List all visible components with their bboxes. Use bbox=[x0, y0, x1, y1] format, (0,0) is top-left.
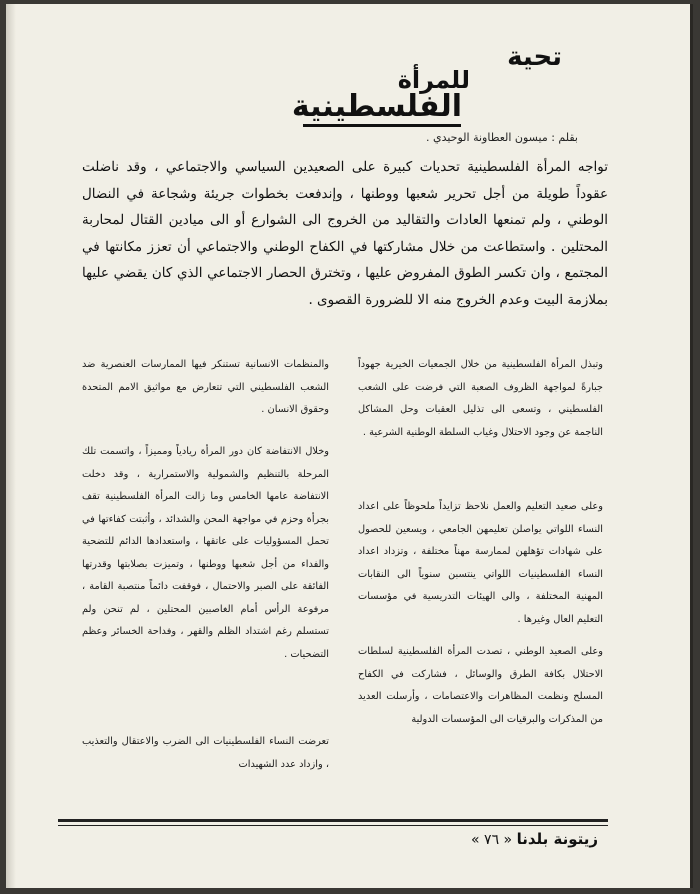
article-title-line-1: تحية bbox=[507, 42, 562, 72]
article-title-line-2: للمرأة bbox=[397, 66, 470, 94]
paragraph: وخلال الانتفاضة كان دور المرأة ريادياً ومميزاً ، واتسمت تلك المرحلة بالتنظيم والشمولية والاستمرارية ، وقد دخلت الانتفاضة عامها الخامس وما زالت المرأة الفلسطينية تقف بجرأة وحزم في مواجهة المحن والشدائد ، وأثبتت كفاءتها في تحمل المسؤوليات على عاتقها ، واستعدادها الدائم للتضحية والفداء من أجل شعبها ووطنها ، وتميزت بصلابتها وقدرتها الفائقة على الصبر والاحتمال ، فوقفت دائماً منتصبة القامة ، مرفوعة الرأس أمام الغاصبين المحتلين ، لم تنحن ولم تستسلم رغم اشتداد الظلم والقهر ، وفداحة الخسائر وعظم التضحيات . bbox=[82, 446, 329, 660]
paragraph: وعلى الصعيد الوطني ، تصدت المرأة الفلسطينية لسلطات الاحتلال بكافة الطرق والوسائل ، فشاركت في الكفاح المسلح ونظمت المظاهرات والاعتصامات ، وأرسلت العديد من المذكرات والبرقيات الى المؤسسات الدولية bbox=[358, 646, 603, 725]
paragraph: وتبذل المرأة الفلسطينية من خلال الجمعيات الخيرية جهوداً جبارةً لمواجهة الظروف الصعبة التي فرضت على الشعب الفلسطيني ، وتسعى الى تذليل العقبات وحل المشاكل الناجمة عن وجود الاحتلال وغياب السلطة الوطنية الشرعية . bbox=[358, 359, 603, 438]
page-footer bbox=[471, 830, 598, 848]
footer-rule bbox=[58, 819, 608, 822]
magazine-page bbox=[6, 4, 693, 888]
magazine-name: زيتونة بلدنا bbox=[516, 830, 598, 848]
paragraph: تعرضت النساء الفلسطينيات الى الضرب والاعتقال والتعذيب ، وازداد عدد الشهيدات bbox=[82, 736, 329, 770]
article-title-line-3: الفلسطينية bbox=[291, 89, 462, 124]
page-number: « ٧٦ » bbox=[471, 832, 513, 848]
author-byline: بقلم : ميسون العطاونة الوحيدي . bbox=[425, 131, 578, 144]
title-underline bbox=[303, 124, 461, 127]
paragraph: وعلى صعيد التعليم والعمل نلاحظ تزايداً ملحوظاً على اعداد النساء اللواتي يواصلن تعليمهن الجامعي ، ويسعين للحصول على شهادات تؤهلهن لممارسة مهناً مختلفة ، وتزداد اعداد النساء الفلسطينيات اللواتي ينتسبن سنوياً الى النقابات المهنية المختلفة ، والى الهيئات التدريسية في مؤسسات التعليم العال وغيرها . bbox=[358, 501, 603, 625]
footer-rule-thin bbox=[58, 825, 608, 826]
paragraph: والمنظمات الانسانية تستنكر فيها الممارسات العنصرية ضد الشعب الفلسطيني التي تتعارض مع مواثيق الامم المتحدة وحقوق الانسان . bbox=[82, 359, 329, 415]
intro-paragraph: تواجه المرأة الفلسطينية تحديات كبيرة على الصعيدين السياسي والاجتماعي ، وقد ناضلت عقوداً طويلة من أجل تحرير شعبها ووطنها ، وإندفعت بخطوات جريئة وشجاعة في النضال الوطني ، ولم تمنعها العادات والتقاليد من الخروج الى الشوارع أو الى ميادين القتال لمحاربة المحتلين . واستطاعت من خلال مشاركتها في الكفاح الوطني والاجتماعي أن تعزز مكانتها في المجتمع ، وان تكسر الطوق المفروض عليها ، وتخترق الحصار الاجتماعي الذي كان يقضي عليها بملازمة البيت وعدم الخروج منه الا للضرورة القصوى . bbox=[82, 159, 608, 308]
